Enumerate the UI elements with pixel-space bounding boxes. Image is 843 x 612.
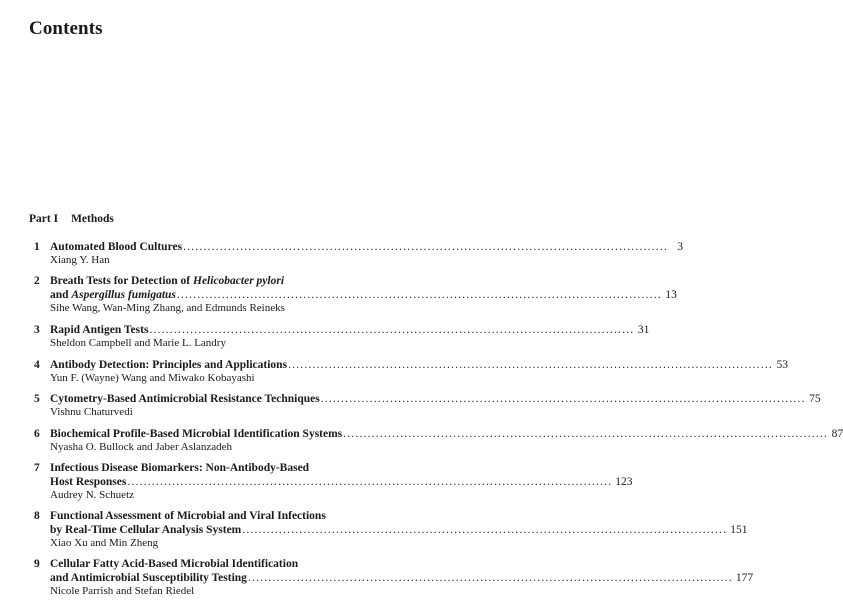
chapter-title[interactable]: Biochemical Profile-Based Microbial Identification Systems: [50, 428, 343, 440]
toc-entry[interactable]: [29, 509, 748, 550]
chapter-number: 3: [34, 324, 40, 336]
chapter-authors: Nyasha O. Bullock and Jaber Aslanzadeh: [50, 441, 233, 453]
chapter-authors: Xiao Xu and Min Zheng: [50, 537, 159, 549]
part-number: Part I: [29, 213, 59, 225]
part-title: Methods: [71, 213, 114, 225]
dot-leader: .......................................................................................................................: [176, 289, 662, 301]
chapter-authors: Xiang Y. Han: [50, 254, 110, 266]
page-number[interactable]: 75: [809, 393, 821, 405]
dot-leader: .......................................................................................................................: [288, 359, 773, 371]
chapter-number: 6: [34, 428, 40, 440]
chapter-title[interactable]: Infectious Disease Biomarkers: Non-Antibody-Based: [50, 462, 310, 474]
chapter-title[interactable]: Cytometry-Based Antimicrobial Resistance Techniques: [50, 393, 320, 405]
toc-entry[interactable]: [29, 392, 821, 419]
chapter-title-continued[interactable]: and Antimicrobial Susceptibility Testing: [50, 572, 247, 584]
chapter-title[interactable]: Antibody Detection: Principles and Applications: [50, 359, 288, 371]
chapter-number: 9: [34, 558, 40, 570]
chapter-authors: Audrey N. Schuetz: [50, 489, 135, 501]
dot-leader: .......................................................................................................................: [320, 393, 806, 405]
chapter-authors: Sheldon Campbell and Marie L. Landry: [50, 337, 226, 349]
dot-leader: .......................................................................................................................: [127, 476, 613, 488]
chapter-authors: Sihe Wang, Wan-Ming Zhang, and Edmunds Reineks: [50, 302, 285, 314]
chapter-authors: Yun F. (Wayne) Wang and Miwako Kobayashi: [50, 372, 255, 384]
dot-leader: .......................................................................................................................: [242, 524, 728, 536]
toc-entry[interactable]: [29, 427, 843, 454]
chapter-number: 1: [34, 241, 40, 253]
page-title: Contents: [29, 18, 103, 39]
chapter-title[interactable]: Functional Assessment of Microbial and Viral Infections: [50, 510, 326, 522]
chapter-title[interactable]: Cellular Fatty Acid-Based Microbial Identification: [50, 558, 299, 570]
chapter-authors: Nicole Parrish and Stefan Riedel: [50, 585, 195, 597]
chapter-number: 7: [34, 462, 40, 474]
chapter-number: 5: [34, 393, 40, 405]
dot-leader: .......................................................................................................................: [183, 241, 668, 253]
toc-entry[interactable]: [29, 358, 788, 385]
page-number[interactable]: 87: [831, 428, 843, 440]
chapter-title-continued[interactable]: by Real-Time Cellular Analysis System: [50, 524, 242, 536]
toc-entry[interactable]: [29, 461, 633, 502]
dot-leader: .......................................................................................................................: [343, 428, 829, 440]
toc-entry[interactable]: [29, 557, 754, 598]
toc-entry[interactable]: [29, 274, 677, 315]
page-number[interactable]: 123: [615, 476, 633, 488]
dot-leader: .......................................................................................................................: [247, 572, 733, 584]
chapter-title[interactable]: Breath Tests for Detection of Helicobacter pylori: [50, 275, 285, 287]
part-heading: [29, 213, 114, 225]
page-number[interactable]: 13: [665, 289, 677, 301]
toc-entry[interactable]: [29, 240, 683, 267]
page-number[interactable]: 3: [677, 241, 683, 253]
toc-entry[interactable]: [29, 323, 650, 350]
page-number[interactable]: 177: [735, 572, 754, 584]
chapter-authors: Vishnu Chaturvedi: [50, 406, 133, 418]
page-number[interactable]: 53: [776, 359, 788, 371]
chapter-title-continued[interactable]: Host Responses: [50, 476, 127, 488]
dot-leader: .......................................................................................................................: [149, 324, 635, 336]
chapter-title-continued[interactable]: and Aspergillus fumigatus: [50, 289, 176, 301]
chapter-title[interactable]: Rapid Antigen Tests: [50, 324, 149, 336]
page-number[interactable]: 31: [637, 324, 650, 336]
chapter-number: 8: [34, 510, 40, 522]
chapter-number: 2: [34, 275, 40, 287]
chapter-title[interactable]: Automated Blood Cultures: [50, 241, 183, 253]
page-number[interactable]: 151: [730, 524, 748, 536]
chapter-number: 4: [34, 359, 40, 371]
